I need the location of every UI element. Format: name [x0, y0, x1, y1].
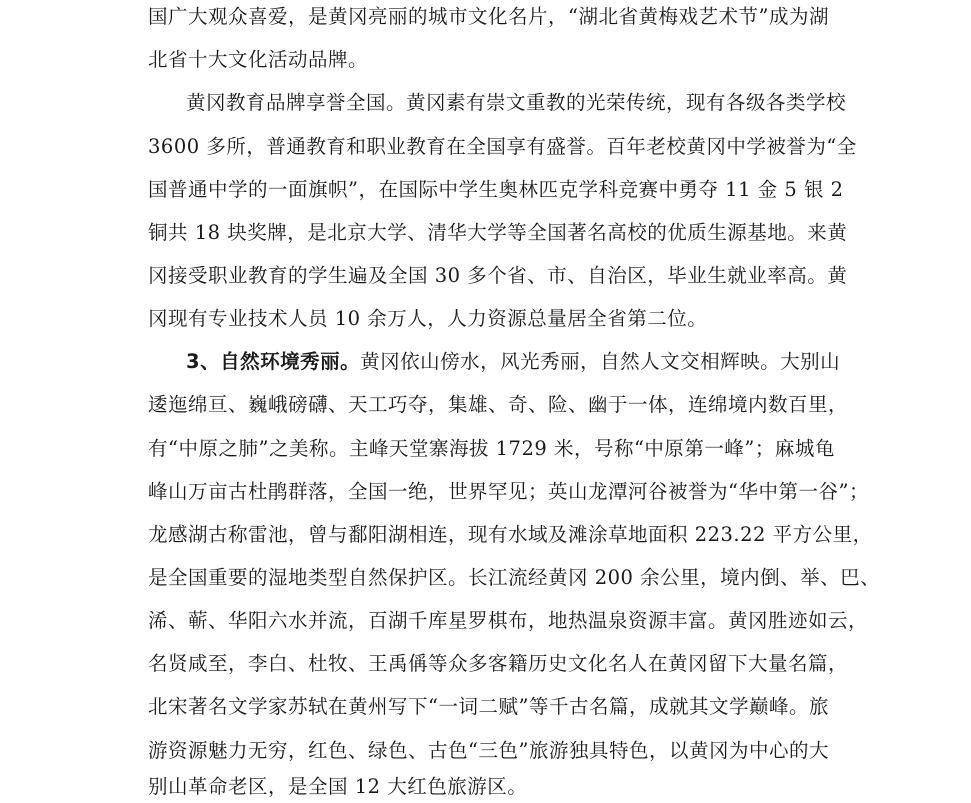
text-line: 浠、蕲、华阳六水并流，百湖千库星罗棋布，地热温泉资源丰富。黄冈胜迹如云， — [148, 609, 869, 632]
text-line: 3600 多所，普通教育和职业教育在全国享有盛誉。百年老校黄冈中学被誉为“全 — [148, 135, 857, 158]
text-line: 游资源魅力无穷，红色、绿色、古色“三色”旅游独具特色，以黄冈为中心的大 — [148, 739, 829, 762]
text-line: 北宋著名文学家苏轼在黄州写下“一词二赋”等千古名篇，成就其文学巅峰。旅 — [148, 695, 829, 718]
text-line: 别山革命老区，是全国 12 大红色旅游区。 — [148, 775, 528, 798]
text-line: 铜共 18 块奖牌，是北京大学、清华大学等全国著名高校的优质生源基地。来黄 — [148, 221, 848, 244]
section-heading-line — [186, 347, 841, 377]
text-line: 名贤咸至，李白、杜牧、王禹偁等众多客籍历史文化名人在黄冈留下大量名篇， — [148, 652, 849, 675]
text-line: 是全国重要的湿地类型自然保护区。长江流经黄冈 200 余公里，境内倒、举、巴、 — [148, 566, 881, 589]
text-line: 龙感湖古称雷池，曾与鄱阳湖相连，现有水域及滩涂草地面积 223.22 平方公里， — [148, 523, 873, 546]
text-line: 国广大观众喜爱，是黄冈亮丽的城市文化名片，“湖北省黄梅戏艺术节”成为湖 — [148, 5, 829, 28]
section-heading: 3、自然环境秀丽。 — [186, 350, 361, 373]
text-line: 国普通中学的一面旗帜”，在国际中学生奥林匹克学科竞赛中勇夺 11 金 5 银 2 — [148, 178, 844, 201]
text-line: 冈现有专业技术人员 10 余万人，人力资源总量居全省第二位。 — [148, 307, 708, 330]
text-line: 冈接受职业教育的学生遍及全国 30 多个省、市、自治区，毕业生就业率高。黄 — [148, 264, 848, 287]
paragraph-start-line: 黄冈教育品牌享誉全国。黄冈素有崇文重教的光荣传统，现有各级各类学校 — [186, 91, 847, 114]
text-line: 峰山万亩古杜鹃群落，全国一绝，世界罕见；英山龙潭河谷被誉为“华中第一谷”； — [148, 480, 869, 503]
text-line: 北省十大文化活动品牌。 — [148, 48, 369, 71]
heading-line-text: 黄冈依山傍水，风光秀丽，自然人文交相辉映。大别山 — [360, 350, 841, 373]
text-line: 有“中原之肺”之美称。主峰天堂寨海拔 1729 米，号称“中原第一峰”；麻城龟 — [148, 437, 835, 460]
text-line: 逶迤绵亘、巍峨磅礴、天工巧夺，集雄、奇、险、幽于一体，连绵境内数百里， — [148, 393, 849, 416]
